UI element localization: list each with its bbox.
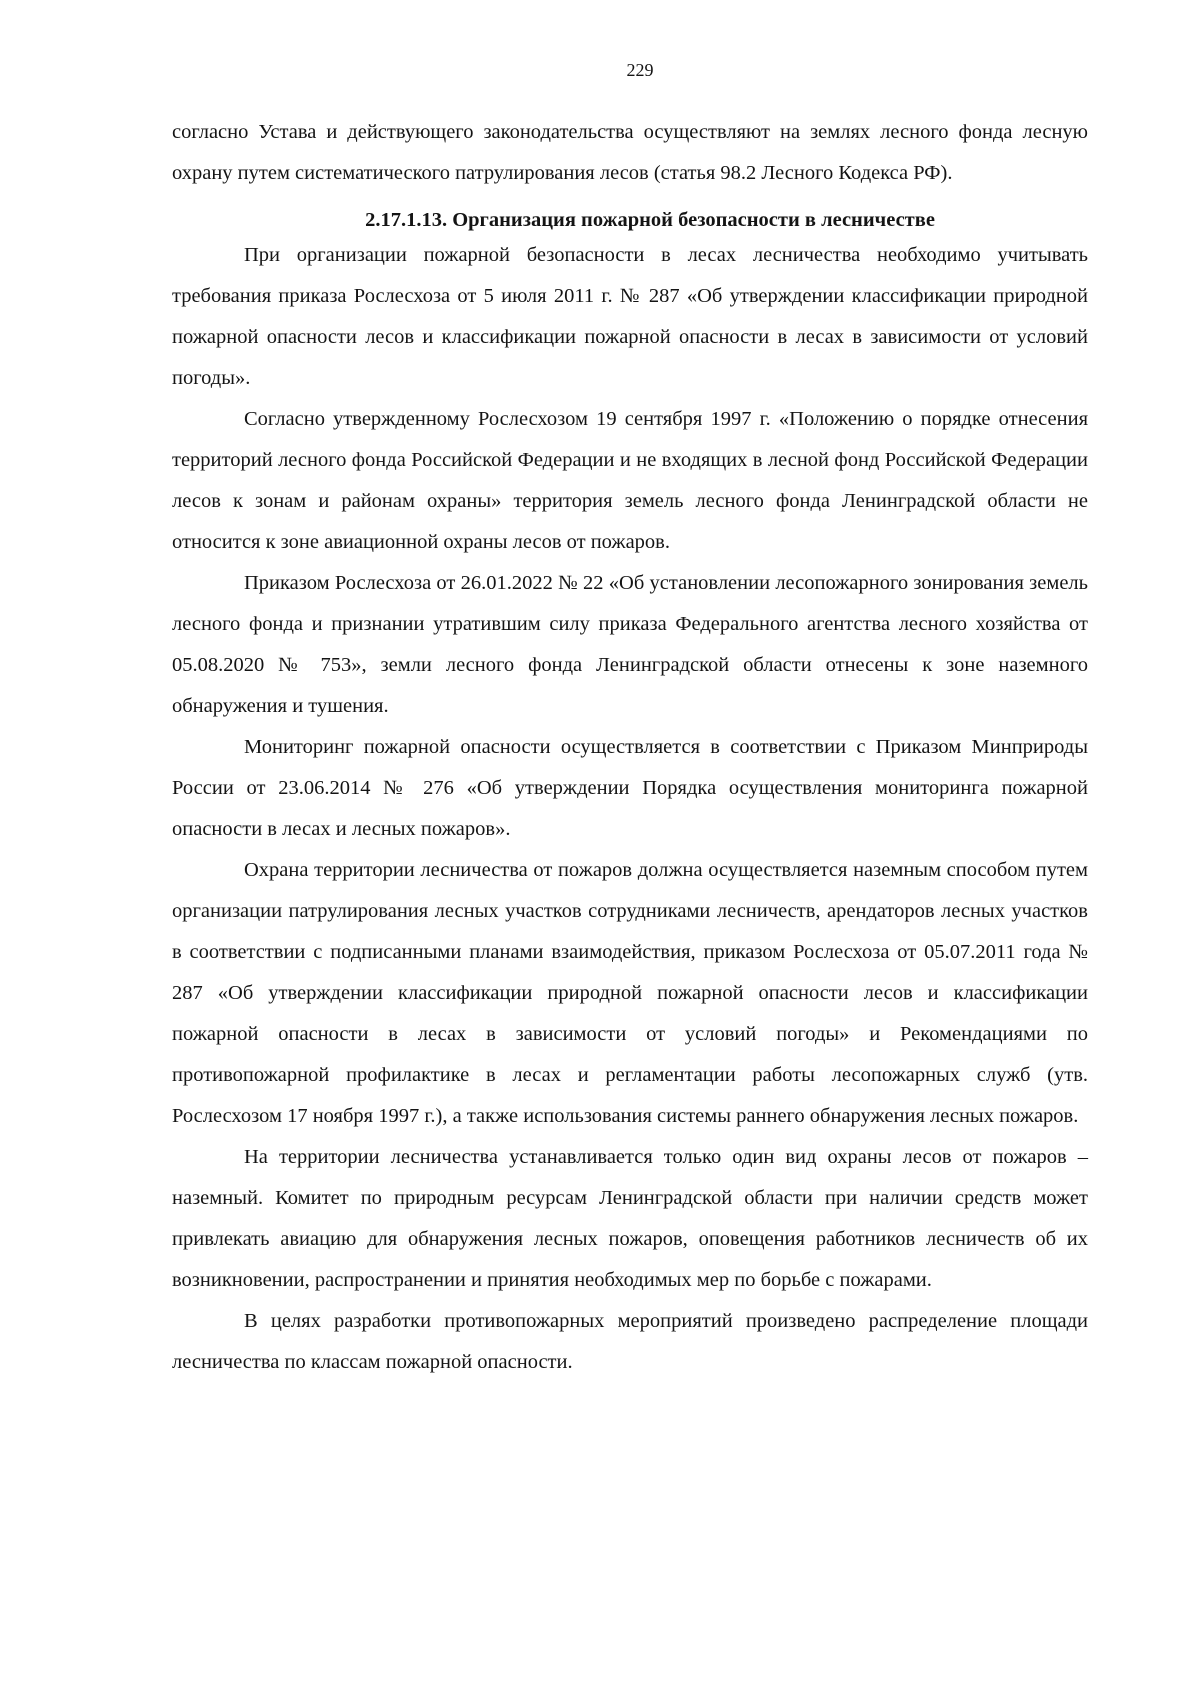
document-body bbox=[172, 112, 1088, 1383]
continuation-paragraph: согласно Устава и действующего законодательства осуществляют на землях лесного фонда лесную охрану путем систематического патрулирования лесов (статья 98.2 Лесного Кодекса РФ). bbox=[172, 121, 1088, 184]
paragraph-monitoring: Мониторинг пожарной опасности осуществляется в соответствии с Приказом Минприроды России от 23.06.2014 № 276 «Об утверждении Порядка осуществления мониторинга пожарной опасности в лесах и лесных пожаров». bbox=[172, 736, 1088, 840]
paragraph-protection-type: На территории лесничества устанавливается только один вид охраны лесов от пожаров – наземный. Комитет по природным ресурсам Ленинградской области при наличии средств может привлекать авиацию для обнаружения лесных пожаров, оповещения работников лесничеств об их возникновении, распространении и принятия необходимых мер по борьбе с пожарами. bbox=[172, 1146, 1088, 1291]
paragraph-fire-safety-requirements: При организации пожарной безопасности в лесах лесничества необходимо учитывать требования приказа Рослесхоза от 5 июля 2011 г. № 287 «Об утверждении классификации природной пожарной опасности лесов и классификации пожарной опасности в лесах в зависимости от условий погоды». bbox=[172, 244, 1088, 389]
page-number: 229 bbox=[626, 60, 654, 80]
section-heading: 2.17.1.13. Организация пожарной безопасности в лесничестве bbox=[365, 209, 935, 231]
paragraph-fire-classes: В целях разработки противопожарных мероприятий произведено распределение площади лесничества по классам пожарной опасности. bbox=[172, 1310, 1088, 1373]
paragraph-protection-zones: Согласно утвержденному Рослесхозом 19 сентября 1997 г. «Положению о порядке отнесения территорий лесного фонда Российской Федерации и не входящих в лесной фонд Российской Федерации лесов к зонам и районам охраны» территория земель лесного фонда Ленинградской области не относится к зоне авиационной охраны лесов от пожаров. bbox=[172, 408, 1088, 553]
paragraph-fire-zoning: Приказом Рослесхоза от 26.01.2022 № 22 «Об установлении лесопожарного зонирования земель лесного фонда и признании утратившим силу приказа Федерального агентства лесного хозяйства от 05.08.2020 № 753», земли лесного фонда Ленинградской области отнесены к зоне наземного обнаружения и тушения. bbox=[172, 572, 1088, 717]
paragraph-ground-protection: Охрана территории лесничества от пожаров должна осуществляется наземным способом путем организации патрулирования лесных участков сотрудниками лесничеств, арендаторов лесных участков в соответствии с подписанными планами взаимодействия, приказом Рослесхоза от 05.07.2011 года № 287 «Об утверждении классификации природной пожарной опасности лесов и классификации пожарной опасности в лесах в зависимости от условий погоды» и Рекомендациями по противопожарной профилактике в лесах и регламентации работы лесопожарных служб (утв. Рослесхозом 17 ноября 1997 г.), а также использования системы раннего обнаружения лесных пожаров. bbox=[172, 859, 1088, 1127]
